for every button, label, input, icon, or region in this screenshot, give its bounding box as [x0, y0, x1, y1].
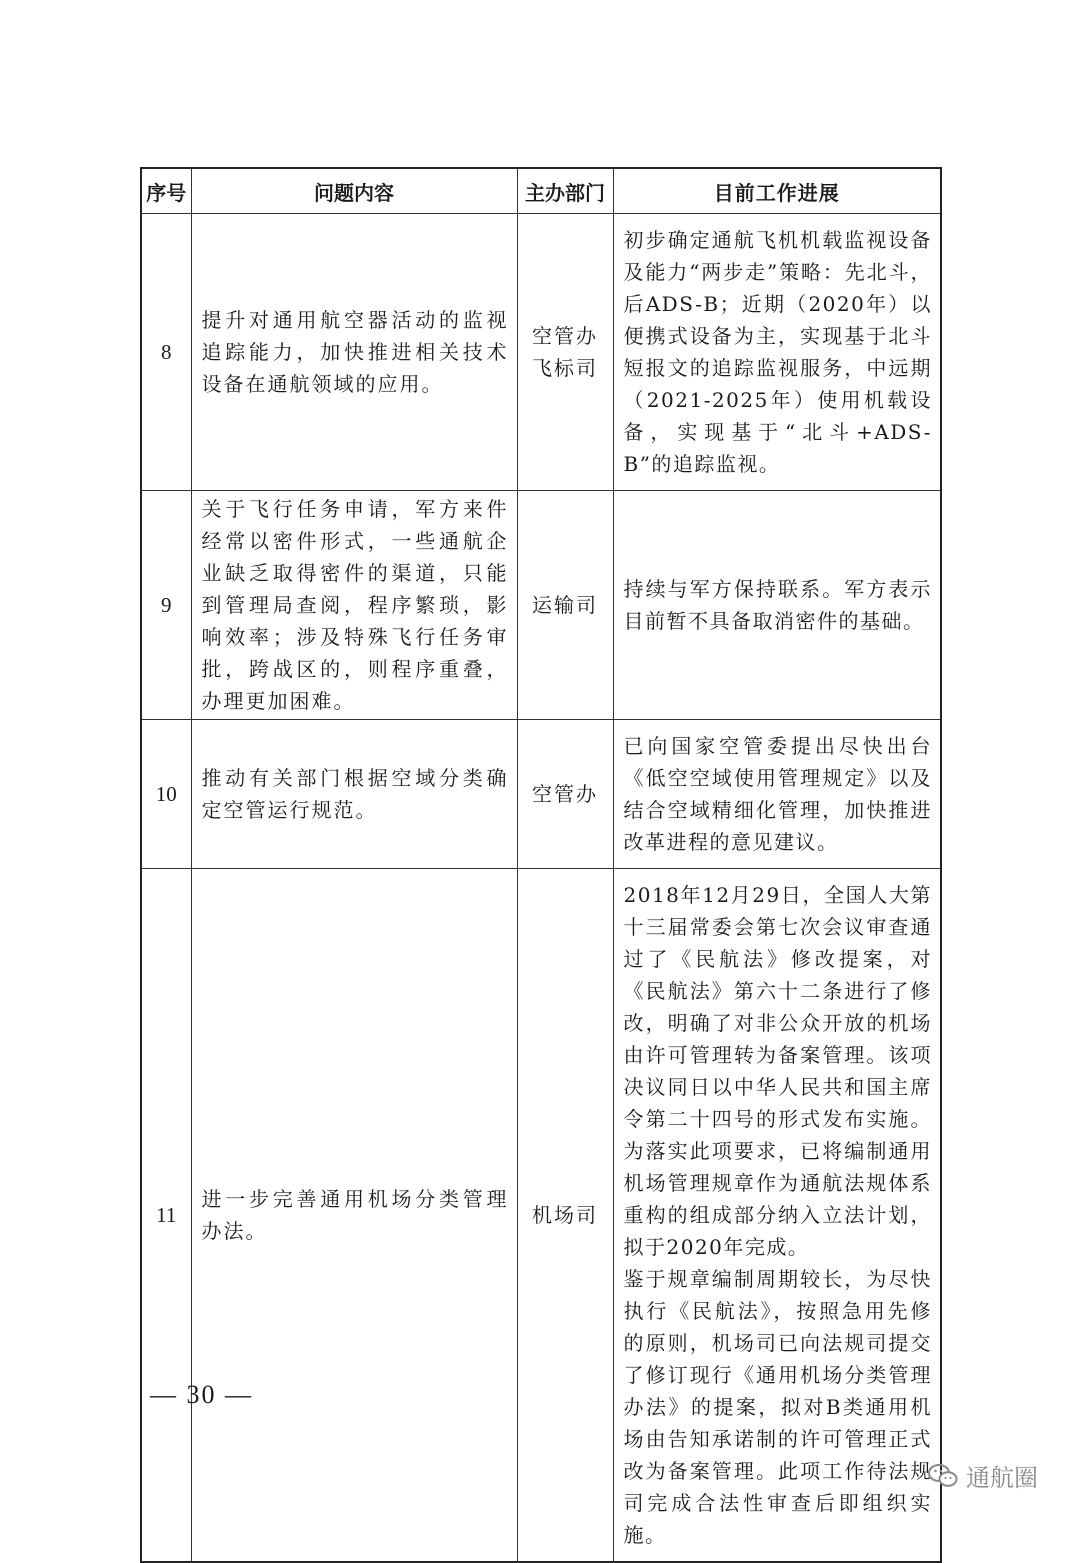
row-department [517, 214, 613, 491]
row-progress [613, 869, 941, 1563]
progress-table [140, 167, 942, 1563]
row-progress [613, 720, 941, 869]
page-number: — 30 — [150, 1380, 253, 1409]
row-department [517, 491, 613, 720]
progress-paragraph: 2018年12月29日，全国人大第十三届常委会第七次会议审查通过了《民航法》修改提案，对《民航法》第六十二条进行了修改，明确了对非公众开放的机场由许可管理转为备案管理。该项决议同日以中华人民共和国主席令第二十四号的形式发布实施。为落实此项要求，已将编制通用机场管理规章作为通航法规体系重构的组成部分纳入立法计划，拟于2020年完成。 [623, 883, 932, 1259]
progress-paragraph: 持续与军方保持联系。军方表示目前暂不具备取消密件的基础。 [623, 577, 932, 633]
row-issue: 推动有关部门根据空域分类确定空管运行规范。 [191, 720, 517, 869]
table-row [141, 869, 941, 1563]
header-number: 序号 [141, 168, 191, 214]
department-name: 空管办 [532, 782, 598, 806]
watermark-text: 通航圈 [966, 1464, 1038, 1492]
wechat-icon [928, 1463, 958, 1489]
row-department [517, 869, 613, 1563]
watermark [928, 1458, 1038, 1493]
row-number: 8 [141, 214, 191, 491]
table-row [141, 720, 941, 869]
row-progress [613, 491, 941, 720]
document-table-container [140, 167, 940, 1563]
department-name: 机场司 [532, 1203, 598, 1227]
row-progress [613, 214, 941, 491]
row-issue: 关于飞行任务申请，军方来件经常以密件形式，一些通航企业缺乏取得密件的渠道，只能到管理局查阅，程序繁琐，影响效率；涉及特殊飞行任务审批，跨战区的，则程序重叠，办理更加困难。 [191, 491, 517, 720]
table-header-row [141, 168, 941, 214]
progress-paragraph: 已向国家空管委提出尽快出台《低空空域使用管理规定》以及结合空域精细化管理，加快推进改革进程的意见建议。 [623, 734, 932, 854]
department-name: 运输司 [532, 593, 598, 617]
table-row [141, 491, 941, 720]
progress-paragraph: 初步确定通航飞机机载监视设备及能力“两步走”策略：先北斗，后ADS-B；近期（2020年）以便携式设备为主，实现基于北斗短报文的追踪监视服务，中远期（2021-2025年）使用机载设备，实现基于“北斗+ADS-B”的追踪监视。 [623, 228, 932, 476]
progress-paragraph: 鉴于规章编制周期较长，为尽快执行《民航法》，按照急用先修的原则，机场司已向法规司提交了修订现行《通用机场分类管理办法》的提案，拟对B类通用机场由告知承诺制的许可管理正式改为备案管理。此项工作待法规司完成合法性审查后即组织实施。 [623, 1267, 932, 1547]
department-name: 飞标司 [532, 356, 598, 380]
header-progress: 目前工作进展 [613, 168, 941, 214]
row-number: 10 [141, 720, 191, 869]
row-issue: 进一步完善通用机场分类管理办法。 [191, 869, 517, 1563]
header-department: 主办部门 [517, 168, 613, 214]
department-name: 空管办 [532, 324, 598, 348]
row-issue: 提升对通用航空器活动的监视追踪能力，加快推进相关技术设备在通航领域的应用。 [191, 214, 517, 491]
row-department [517, 720, 613, 869]
row-number: 11 [141, 869, 191, 1563]
row-number: 9 [141, 491, 191, 720]
header-issue: 问题内容 [191, 168, 517, 214]
table-row [141, 214, 941, 491]
